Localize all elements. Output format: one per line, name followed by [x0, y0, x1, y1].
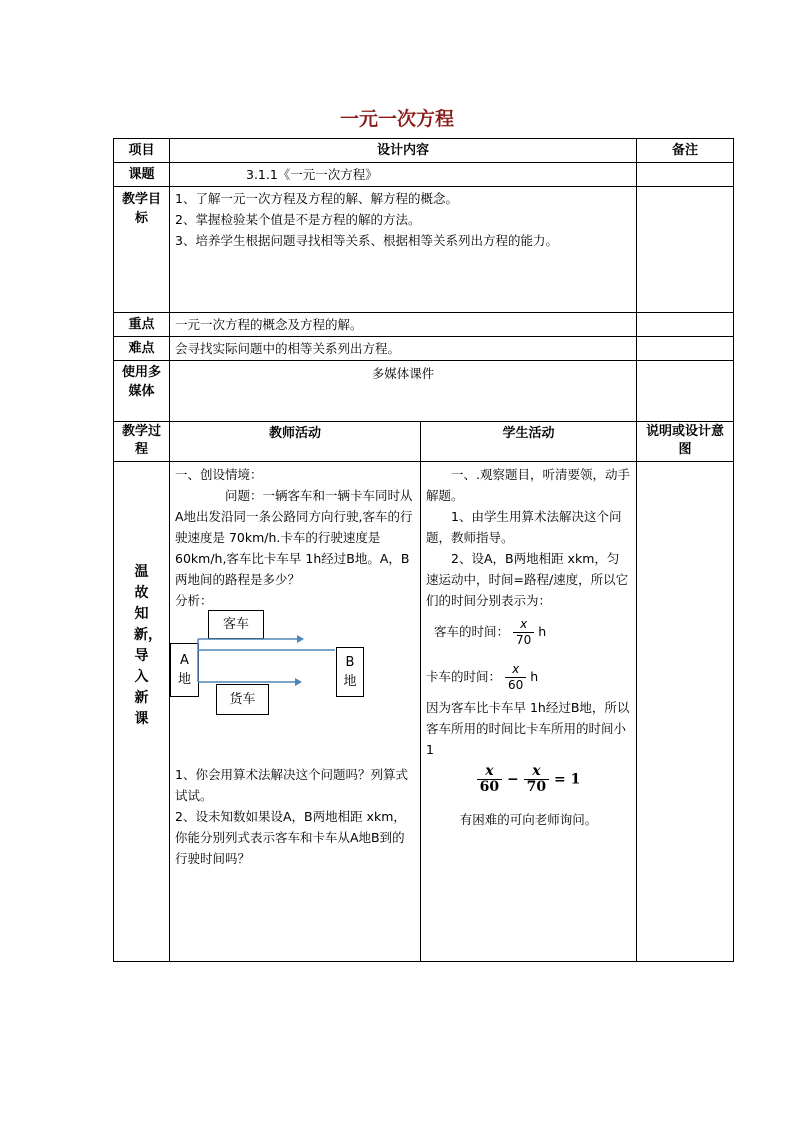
- analysis-label: 分析：: [175, 593, 213, 608]
- teacher-question-2: 2、设未知数如果设A，B两地相距 xkm，你能分别列式表示客车和卡车从A地B到的行驶时间吗？: [175, 809, 406, 866]
- goal-item: 3、培养学生根据问题寻找相等关系、根据相等关系列出方程的能力。: [175, 233, 558, 248]
- truck-time-label: 卡车的时间：: [426, 669, 502, 684]
- equation-denominator-1: 60: [479, 779, 500, 795]
- process-content-row: [114, 462, 734, 962]
- media-remark: [637, 361, 734, 422]
- teacher-header: 教师活动: [170, 422, 421, 462]
- process-label: 教学过程: [114, 422, 170, 462]
- equation: [426, 764, 631, 795]
- equation-numerator-2: x: [524, 764, 549, 780]
- topic-remark: [637, 163, 734, 187]
- key-row: [114, 313, 734, 337]
- process-note: [637, 462, 734, 962]
- truck-box: 货车: [216, 684, 269, 715]
- student-step-3: 因为客车比卡车早 1h经过B地，所以客车所用的时间比卡车所用的时间小 1: [426, 700, 630, 757]
- student-step-2: 2、设A，B两地相距 xkm，匀速运动中，时间=路程/速度，所以它们的时间分别表示为：: [426, 551, 629, 608]
- difficulty-remark: [637, 337, 734, 361]
- student-step-0: 一、.观察题目，听清要领，动手解题。: [426, 467, 630, 503]
- difficulty-label: 难点: [114, 337, 170, 361]
- media-value: 多媒体课件: [170, 361, 637, 422]
- goals-label: 教学目标: [114, 187, 170, 313]
- header-item: 项目: [114, 139, 170, 163]
- goals-content: [170, 187, 637, 313]
- lesson-plan-table: [113, 138, 734, 962]
- student-header: 学生活动: [421, 422, 637, 462]
- truck-time-fraction: [505, 662, 526, 693]
- a-place-text: A地: [177, 653, 191, 687]
- header-remark: 备注: [637, 139, 734, 163]
- bus-box: 客车: [208, 610, 264, 639]
- topic-label: 课题: [114, 163, 170, 187]
- bus-time-denominator: 70: [516, 633, 532, 647]
- topic-row: [114, 163, 734, 187]
- difficulty-row: [114, 337, 734, 361]
- equation-fraction-1: [477, 764, 502, 795]
- b-place-text: B地: [343, 655, 357, 689]
- process-header-row: [114, 422, 734, 462]
- goal-item: 1、了解一元一次方程及方程的解、解方程的概念。: [175, 191, 458, 206]
- teacher-problem: 问题：一辆客车和一辆卡车同时从A地出发沿同一条公路同方向行驶,客车的行驶速度是 70km/h.卡车的行驶速度是 60km/h,客车比卡车早 1h经过B地。A，B两地间的路程是多少？: [175, 488, 413, 587]
- student-activity: [421, 462, 637, 962]
- key-value: 一元一次方程的概念及方程的解。: [170, 313, 637, 337]
- page-title: 一元一次方程: [339, 108, 454, 130]
- equation-numerator-1: x: [477, 764, 502, 780]
- topic-value: 3.1.1《一元一次方程》: [170, 163, 637, 187]
- section-label-text: 温故知新，导入新课: [134, 564, 162, 727]
- truck-time-denominator: 60: [508, 678, 524, 692]
- bus-time-numerator: x: [513, 617, 534, 633]
- bus-time-line: [426, 617, 631, 648]
- media-label: 使用多媒体: [114, 361, 170, 422]
- teacher-activity: [170, 462, 421, 962]
- truck-time-line: [426, 662, 631, 693]
- goals-remark: [637, 187, 734, 313]
- equation-denominator-2: 70: [526, 779, 547, 795]
- student-step-1: 1、由学生用算术法解决这个问题，教师指导。: [426, 509, 622, 545]
- difficulty-value: 会寻找实际问题中的相等关系列出方程。: [170, 337, 637, 361]
- bus-time-unit: h: [538, 624, 547, 639]
- goals-row: [114, 187, 734, 313]
- student-step-4: 有困难的可向老师询问。: [459, 812, 598, 827]
- goal-item: 2、掌握检验某个值是不是方程的解的方法。: [175, 212, 421, 227]
- teacher-heading: 一、创设情境：: [175, 467, 263, 482]
- header-design: 设计内容: [170, 139, 637, 163]
- equation-operator: −: [507, 771, 519, 788]
- bus-time-label: 客车的时间：: [434, 624, 510, 639]
- header-row: [114, 139, 734, 163]
- truck-time-unit: h: [530, 669, 539, 684]
- bus-time-fraction: [513, 617, 534, 648]
- teacher-question-1: 1、你会用算术法解决这个问题吗？列算式试试。: [175, 767, 408, 803]
- truck-time-numerator: x: [505, 662, 526, 678]
- equation-rhs: = 1: [553, 771, 581, 788]
- route-arrows: [170, 632, 370, 692]
- key-remark: [637, 313, 734, 337]
- note-header: 说明或设计意图: [637, 422, 734, 462]
- media-row: [114, 361, 734, 422]
- equation-fraction-2: [524, 764, 549, 795]
- key-label: 重点: [114, 313, 170, 337]
- section-label: [114, 462, 170, 962]
